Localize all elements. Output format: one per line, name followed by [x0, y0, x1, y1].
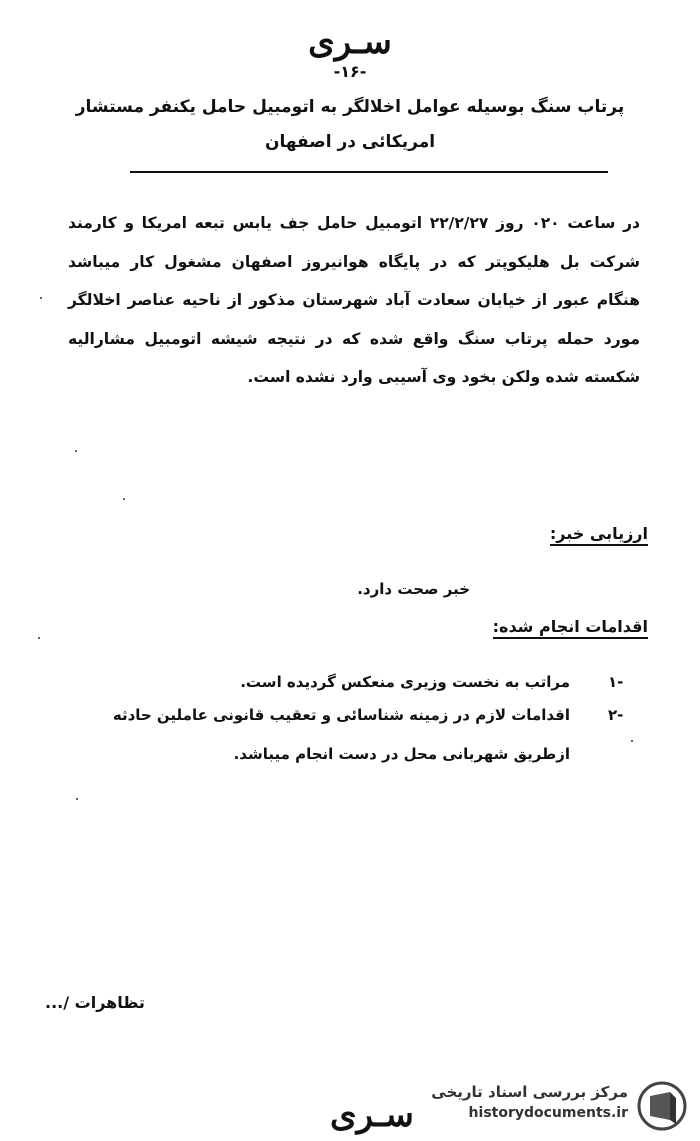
continuation-note: تظاهرات /... — [45, 993, 145, 1012]
classification-heading: سـری — [308, 22, 392, 62]
evaluation-text: خبر صحت دارد. — [357, 580, 470, 598]
actions-label: اقدامات انجام شده: — [493, 617, 648, 639]
scan-speck — [40, 297, 42, 299]
watermark — [428, 1083, 628, 1121]
action-item-text: اقدامات لازم در زمینه شناسائی و تعقیب قانونی عاملین حادثه — [112, 706, 570, 724]
action-item-number: ۲- — [608, 706, 624, 724]
title-divider — [130, 171, 608, 173]
scan-speck — [123, 498, 125, 500]
classification-footer: سـری — [330, 1095, 414, 1135]
action-item-text-continued: ازطریق شهربانی محل در دست انجام میباشد. — [233, 745, 570, 763]
scan-speck — [76, 798, 78, 800]
report-paragraph: در ساعت ۰۲۰ روز ۲۲/۲/۲۷ اتومبیل حامل جف یابس تبعه امریکا و کارمند شرکت بل هلیکوپتر که در پایگاه هوانیروز اصفهان مشغول کار میباشد هنگام عبور از خیابان سعادت آباد شهرستان مذکور از ناحیه عناصر اخلالگر مورد حمله پرتاب سنگ واقع شده که در نتیجه شیشه اتومبیل مشارالیه شکسته شده ولکن بخود وی آسیبی وارد نشده است. — [68, 214, 640, 386]
watermark-url: historydocuments.ir — [468, 1105, 628, 1121]
watermark-name: مرکز بررسی اسناد تاریخی — [431, 1083, 628, 1101]
document-title-line-2: امریکائی در اصفهان — [264, 132, 436, 152]
archive-logo-icon — [636, 1080, 688, 1132]
evaluation-label: ارزیابی خبر: — [550, 524, 648, 546]
document-title-line-1: پرتاب سنگ بوسیله عوامل اخلالگر به اتومبیل حامل یکنفر مستشار — [75, 97, 625, 117]
page-number: -۱۶- — [333, 62, 367, 81]
action-item-number: ۱- — [608, 673, 624, 691]
scan-speck — [75, 450, 77, 452]
action-item-text: مراتب به نخست وزیری منعکس گردیده است. — [240, 673, 570, 691]
scan-speck — [38, 637, 40, 639]
scan-speck — [631, 740, 633, 742]
